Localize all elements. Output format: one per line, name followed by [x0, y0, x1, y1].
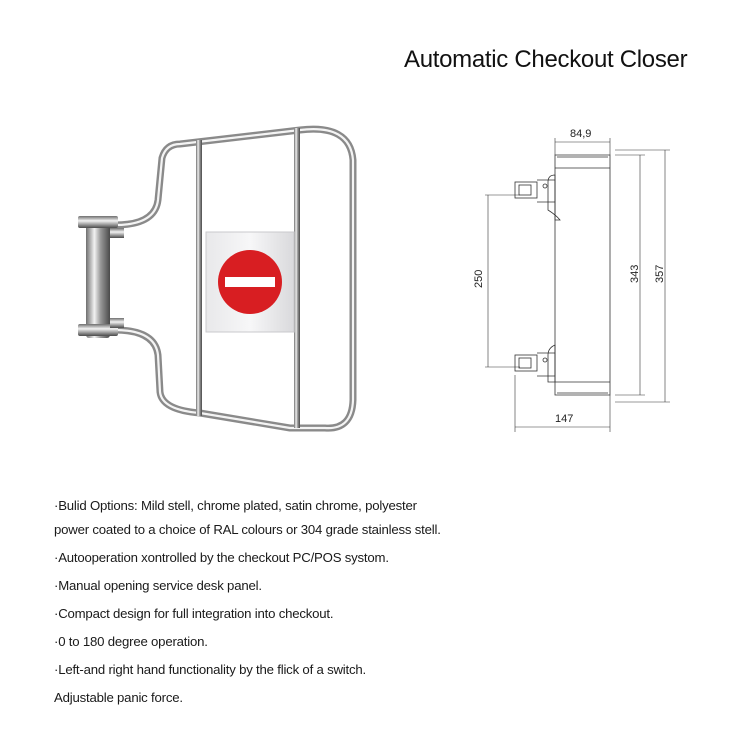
feature-item: ·0 to 180 degree operation.: [54, 634, 208, 649]
gate-product-image: [70, 110, 370, 440]
tube-body: [555, 155, 610, 395]
feature-item: ·Bulid Options: Mild stell, chrome plated, satin chrome, polyester power coated to a choice of RAL colours or 304 grade stainless stell.: [54, 498, 441, 537]
dim-hinge-spacing: 250: [473, 269, 485, 288]
feature-item: Adjustable panic force.: [54, 690, 183, 705]
page-title: Automatic Checkout Closer: [404, 46, 688, 73]
dim-width-top: 84,9: [570, 128, 592, 140]
gate-bar-left: [196, 140, 202, 416]
dim-total-height: 357: [654, 264, 666, 283]
upper-bracket: [548, 175, 560, 220]
feature-item: ·Autooperation xontrolled by the checkout PC/POS systom.: [54, 550, 389, 565]
dim-inner-height: 343: [629, 264, 641, 283]
feature-item: ·Compact design for full integration into checkout.: [54, 606, 334, 621]
dimension-drawing: [460, 120, 700, 440]
feature-item: ·Left-and right hand functionality by the flick of a switch.: [54, 662, 366, 677]
lower-bracket: [548, 345, 555, 382]
gate-bar-right: [294, 128, 300, 428]
dim-width-bottom: 147: [555, 413, 574, 425]
feature-item: ·Manual opening service desk panel.: [54, 578, 262, 593]
feature-list: [54, 494, 454, 712]
hinge-post: [86, 222, 110, 338]
